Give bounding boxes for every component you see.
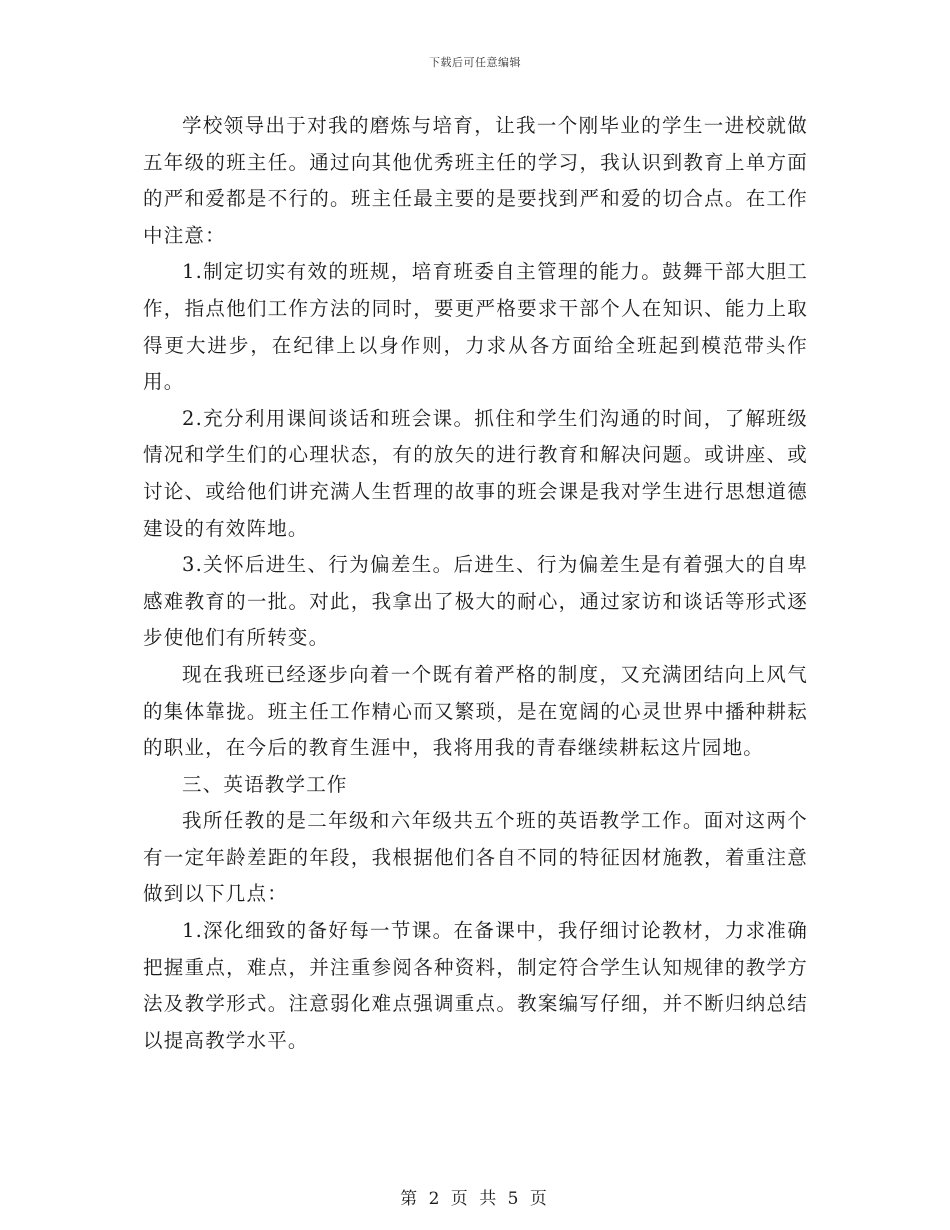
paragraph-point-1-class-rules: 1.制定切实有效的班规，培育班委自主管理的能力。鼓舞干部大胆工作，指点他们工作方法的同时，要更严格要求干部个人在知识、能力上取得更大进步，在纪律上以身作则，力求从各方面给全班起到模范带头作用。: [143, 260, 808, 394]
page-header-note: 下载后可任意编辑: [429, 56, 521, 69]
paragraph-class-teacher-intro: 学校领导出于对我的磨炼与培育，让我一个刚毕业的学生一进校就做五年级的班主任。通过向其他优秀班主任的学习，我认识到教育上单方面的严和爱都是不行的。班主任最主要的是要找到严和爱的切合点。在工作中注意：: [143, 114, 808, 247]
paragraph-point-3-struggling-students: 3.关怀后进生、行为偏差生。后进生、行为偏差生是有着强大的自卑感难教育的一批。对此，我拿出了极大的耐心，通过家访和谈话等形式逐步使他们有所转变。: [143, 553, 808, 650]
paragraph-class-progress: 现在我班已经逐步向着一个既有着严格的制度，又充满团结向上风气的集体靠拢。班主任工作精心而又繁琐，是在宽阔的心灵世界中播种耕耘的职业，在今后的教育生涯中，我将用我的青春继续耕耘这片园地。: [143, 662, 808, 760]
section-heading-english-teaching: 三、英语教学工作: [182, 772, 348, 796]
paragraph-english-point-1-lesson-prep: 1.深化细致的备好每一节课。在备课中，我仔细讨论教材，力求准确把握重点，难点，并注重参阅各种资料，制定符合学生认知规律的教学方法及教学形式。注意弱化难点强调重点。教案编写仔细，并不断归纳总结以提高教学水平。: [143, 919, 808, 1052]
page-number: 第 2 页 共 5 页: [400, 1189, 550, 1209]
paragraph-point-2-class-meetings: 2.充分利用课间谈话和班会课。抓住和学生们沟通的时间，了解班级情况和学生们的心理状态，有的放矢的进行教育和解决问题。或讲座、或讨论、或给他们讲充满人生哲理的故事的班会课是我对学生进行思想道德建设的有效阵地。: [143, 406, 808, 540]
document-body: [143, 108, 808, 1059]
paragraph-english-intro: 我所任教的是二年级和六年级共五个班的英语教学工作。面对这两个有一定年龄差距的年段，我根据他们各自不同的特征因材施教，着重注意做到以下几点：: [143, 809, 808, 906]
